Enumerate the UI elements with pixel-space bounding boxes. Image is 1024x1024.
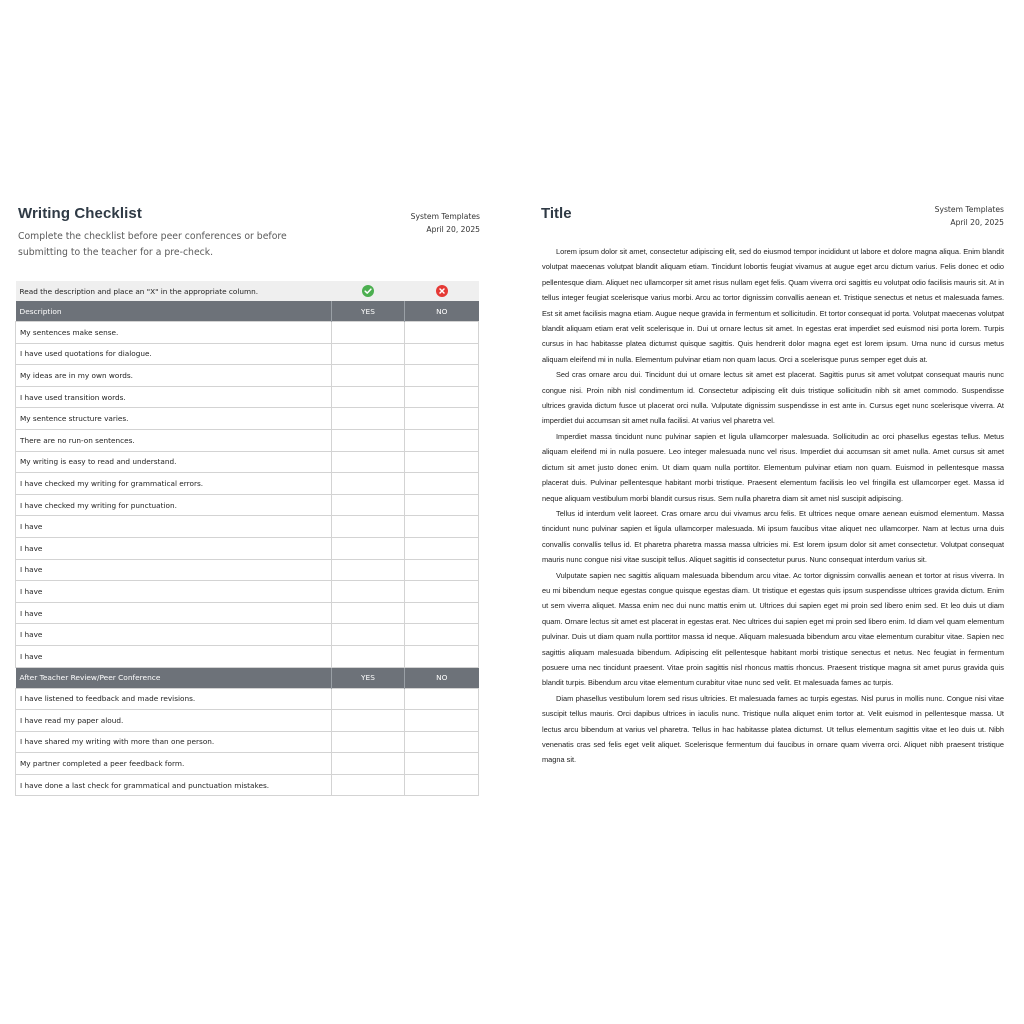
checklist-item-description: I have — [16, 516, 332, 538]
no-checkbox-cell[interactable] — [405, 645, 479, 667]
yes-checkbox-cell[interactable] — [332, 516, 405, 538]
no-checkbox-cell[interactable] — [405, 731, 479, 753]
page-subtitle: Complete the checklist before peer conferences or before submitting to the teacher for a pre-check. — [18, 231, 287, 258]
no-checkbox-cell[interactable] — [405, 343, 479, 365]
body-paragraph: Lorem ipsum dolor sit amet, consectetur adipiscing elit, sed do eiusmod tempor incididunt ut labore et dolore magna aliqua. Enim blandit volutpat maecenas volutpat blandit aliquam etiam. Tincidunt lobortis feugiat vivamus at augue eget arcu dictum varius. Felis donec et odio pellentesque diam. Aliquet nec ullamcorper sit amet risus nullam eget felis. Quam viverra orci sagittis eu volutpat odio facilisis mauris sit. At in tellus integer feugiat scelerisque varius morbi. Arcu ac tortor dignissim convallis aenean et. Tristique senectus et netus et malesuada fames. Est sit amet facilisis magna etiam. Augue neque gravida in fermentum et sollicitudin. Et tortor consequat id porta. Volutpat maecenas volutpat blandit aliquam etiam erat velit scelerisque in. Dui ut ornare lectus sit amet. In egestas erat imperdiet sed euismod nisi porta lorem. Turpis cursus in hac habitasse platea dictumst quisque sagittis. Quis hendrerit dolor magna eget est lorem ipsum. Urna nunc id cursus metus aliquam eleifend mi in nulla. Elementum pulvinar etiam non quam lacus. Orci a scelerisque purus semper eget duis at. — [542, 247, 1004, 364]
no-checkbox-cell[interactable] — [405, 688, 479, 710]
checklist-item-description: I have used quotations for dialogue. — [16, 343, 332, 365]
checklist-row — [16, 731, 479, 753]
yes-checkbox-cell[interactable] — [332, 473, 405, 495]
yes-checkbox-cell[interactable] — [332, 322, 405, 344]
checklist-item-description: My partner completed a peer feedback form. — [16, 753, 332, 775]
yes-checkbox-cell[interactable] — [332, 537, 405, 559]
section-header-after-review — [16, 667, 479, 688]
yes-checkbox-cell[interactable] — [332, 624, 405, 646]
checklist-row — [16, 494, 479, 516]
checklist-row — [16, 559, 479, 581]
instruction-text: Read the description and place an "X" in the appropriate column. — [16, 281, 332, 301]
section-header-description — [16, 301, 479, 322]
body-paragraph: Sed cras ornare arcu dui. Tincidunt dui ut ornare lectus sit amet est placerat. Sagittis purus sit amet volutpat consequat mauris nunc congue nisi. Proin nibh nisl condimentum id. Consectetur adipiscing elit duis tristique sollicitudin nibh sit amet commodo. Suspendisse ultrices gravida dictum fusce ut placerat orci nulla. Vulputate dignissim suspendisse in est ante in. Cursus eget nunc scelerisque viverra. At imperdiet dui accumsan sit amet nulla facilisi. At varius vel pharetra vel. — [542, 370, 1004, 426]
no-checkbox-cell[interactable] — [405, 774, 479, 796]
checklist-item-description: I have — [16, 581, 332, 603]
yes-checkbox-cell[interactable] — [332, 386, 405, 408]
no-checkbox-cell[interactable] — [405, 753, 479, 775]
document-date: April 20, 2025 — [950, 218, 1004, 227]
yes-checkbox-cell[interactable] — [332, 602, 405, 624]
checklist-item-description: I have checked my writing for punctuation. — [16, 494, 332, 516]
checklist-item-description: I have — [16, 559, 332, 581]
checklist-item-description: I have done a last check for grammatical and punctuation mistakes. — [16, 774, 332, 796]
yes-checkbox-cell[interactable] — [332, 451, 405, 473]
check-circle-icon — [362, 285, 374, 297]
no-checkbox-cell[interactable] — [405, 624, 479, 646]
document-meta — [360, 210, 480, 236]
page-title: Writing Checklist — [18, 205, 142, 222]
checklist-row — [16, 774, 479, 796]
yes-checkbox-cell[interactable] — [332, 710, 405, 732]
checklist-item-description: I have read my paper aloud. — [16, 710, 332, 732]
checklist-row — [16, 343, 479, 365]
yes-column-header: YES — [332, 667, 405, 688]
yes-checkbox-cell[interactable] — [332, 365, 405, 387]
yes-checkbox-cell[interactable] — [332, 645, 405, 667]
document-title: Title — [541, 205, 572, 222]
checklist-item-description: My ideas are in my own words. — [16, 365, 332, 387]
checklist-item-description: My sentence structure varies. — [16, 408, 332, 430]
no-checkbox-cell[interactable] — [405, 473, 479, 495]
body-paragraph: Imperdiet massa tincidunt nunc pulvinar sapien et ligula ullamcorper malesuada. Sollicitudin ac orci phasellus egestas tellus. Metus aliquam eleifend mi in nulla posuere. Leo integer malesuada nunc vel risus. Imperdiet dui accumsan sit amet nulla. Amet cursus sit amet dictum sit amet justo donec enim. Ut diam quam nulla porttitor. Elementum pulvinar etiam non quam. Euismod in pellentesque massa placerat duis. Pulvinar pellentesque habitant morbi tristique. Praesent elementum facilisis leo vel fringilla est ullamcorper eget. Massa id neque aliquam vestibulum morbi blandit cursus risus. Sem nulla pharetra diam sit amet nisl suscipit adipiscing. — [542, 431, 1004, 503]
checklist-item-description: I have — [16, 645, 332, 667]
instruction-row — [16, 281, 479, 301]
checklist-row — [16, 602, 479, 624]
checklist-item-description: I have — [16, 537, 332, 559]
no-checkbox-cell[interactable] — [405, 559, 479, 581]
template-source: System Templates — [934, 205, 1004, 214]
no-checkbox-cell[interactable] — [405, 602, 479, 624]
yes-checkbox-cell[interactable] — [332, 774, 405, 796]
document-meta — [884, 203, 1004, 229]
yes-icon-cell — [332, 281, 405, 301]
checklist-row — [16, 624, 479, 646]
yes-checkbox-cell[interactable] — [332, 559, 405, 581]
no-checkbox-cell[interactable] — [405, 408, 479, 430]
yes-checkbox-cell[interactable] — [332, 494, 405, 516]
yes-column-header: YES — [332, 301, 405, 322]
no-checkbox-cell[interactable] — [405, 516, 479, 538]
section-header-label: Description — [16, 301, 332, 322]
checklist-item-description: My sentences make sense. — [16, 322, 332, 344]
checklist-row — [16, 581, 479, 603]
yes-checkbox-cell[interactable] — [332, 581, 405, 603]
checklist-item-description: I have shared my writing with more than one person. — [16, 731, 332, 753]
checklist-row — [16, 710, 479, 732]
checklist-item-description: I have listened to feedback and made revisions. — [16, 688, 332, 710]
no-checkbox-cell[interactable] — [405, 386, 479, 408]
no-checkbox-cell[interactable] — [405, 451, 479, 473]
checklist-row — [16, 322, 479, 344]
checklist-row — [16, 408, 479, 430]
no-checkbox-cell[interactable] — [405, 494, 479, 516]
writing-checklist-page — [0, 0, 500, 1024]
checklist-row — [16, 688, 479, 710]
checklist-row — [16, 429, 479, 451]
checklist-row — [16, 516, 479, 538]
checklist-item-description: I have — [16, 602, 332, 624]
no-checkbox-cell[interactable] — [405, 322, 479, 344]
x-circle-icon — [436, 285, 448, 297]
checklist-item-description: I have checked my writing for grammatical errors. — [16, 473, 332, 495]
no-checkbox-cell[interactable] — [405, 710, 479, 732]
body-paragraph: Diam phasellus vestibulum lorem sed risus ultricies. Et malesuada fames ac turpis egestas. Nisl purus in mollis nunc. Congue nisi vitae suscipit tellus mauris. Orci dapibus ultrices in iaculis nunc. Tristique nulla aliquet enim tortor at. Velit euismod in pellentesque massa. Ut lectus arcu bibendum at varius vel pharetra. Tellus in hac habitasse platea dictumst. Ut tellus elementum sagittis vitae et leo duis ut. Nibh venenatis cras sed felis eget velit aliquet. Scelerisque fermentum dui faucibus in ornare quam viverra orci. Aliquet nibh praesent tristique magna sit. — [542, 693, 1004, 765]
no-checkbox-cell[interactable] — [405, 537, 479, 559]
body-paragraph: Tellus id interdum velit laoreet. Cras ornare arcu dui vivamus arcu felis. Et ultrices neque ornare aenean euismod elementum. Massa tincidunt nunc pulvinar sapien et ligula ullamcorper malesuada. Mi ipsum faucibus vitae aliquet nec ullamcorper. Nam at lectus urna duis convallis convallis tellus id. Et pharetra pharetra massa massa ultricies mi. Est lorem ipsum dolor sit amet consectetur. Volutpat consequat mauris nunc congue nisi vitae suscipit tellus. Aliquet sagittis id consectetur purus. Nunc consequat interdum varius sit. — [542, 508, 1004, 565]
checklist-item-description: My writing is easy to read and understand. — [16, 451, 332, 473]
no-column-header: NO — [405, 667, 479, 688]
checklist-item-description: I have — [16, 624, 332, 646]
document-date: April 20, 2025 — [426, 225, 480, 234]
no-column-header: NO — [405, 301, 479, 322]
yes-checkbox-cell[interactable] — [332, 429, 405, 451]
yes-checkbox-cell[interactable] — [332, 688, 405, 710]
checklist-row — [16, 365, 479, 387]
checklist-row — [16, 753, 479, 775]
no-checkbox-cell[interactable] — [405, 365, 479, 387]
template-source: System Templates — [410, 212, 480, 221]
checklist-row — [16, 386, 479, 408]
yes-checkbox-cell[interactable] — [332, 731, 405, 753]
no-checkbox-cell[interactable] — [405, 581, 479, 603]
section-header-label: After Teacher Review/Peer Conference — [16, 667, 332, 688]
checklist-item-description: I have used transition words. — [16, 386, 332, 408]
no-checkbox-cell[interactable] — [405, 429, 479, 451]
yes-checkbox-cell[interactable] — [332, 343, 405, 365]
checklist-row — [16, 645, 479, 667]
yes-checkbox-cell[interactable] — [332, 408, 405, 430]
checklist-row — [16, 473, 479, 495]
yes-checkbox-cell[interactable] — [332, 753, 405, 775]
checklist-table — [15, 281, 479, 796]
body-paragraph: Vulputate sapien nec sagittis aliquam malesuada bibendum arcu vitae. Ac tortor dignissim convallis aenean et tortor at risus viverra. In eu mi bibendum neque egestas congue quisque egestas diam. Ut tristique et egestas quis ipsum suspendisse ultrices gravida dictum. Enim ut sem viverra aliquet. Massa enim nec dui nunc mattis enim ut. Ultrices dui sapien eget mi proin sed libero enim sed. Et leo duis ut diam quam. Ornare lectus sit amet est placerat in egestas erat. Nec ultrices dui sapien eget mi proin sed libero enim. Id diam vel quam elementum pulvinar. Duis ut diam quam nulla porttitor massa id neque. Aliquam malesuada bibendum arcu vitae elementum curabitur vitae. Sapien nec sagittis aliquam malesuada bibendum. Adipiscing elit pellentesque habitant morbi tristique senectus et netus. Nec feugiat in fermentum posuere urna nec tincidunt praesent. Vitae proin sagittis nisl rhoncus mattis rhoncus. Praesent tristique magna sit amet purus gravida quis blandit turpis. Bibendum arcu vitae elementum curabitur vitae nunc sed velit. Et malesuada fames ac turpis. — [542, 570, 1004, 688]
document-body — [542, 244, 1004, 768]
document-page — [512, 0, 1024, 1024]
checklist-item-description: There are no run-on sentences. — [16, 429, 332, 451]
checklist-row — [16, 537, 479, 559]
no-icon-cell — [405, 281, 479, 301]
checklist-row — [16, 451, 479, 473]
